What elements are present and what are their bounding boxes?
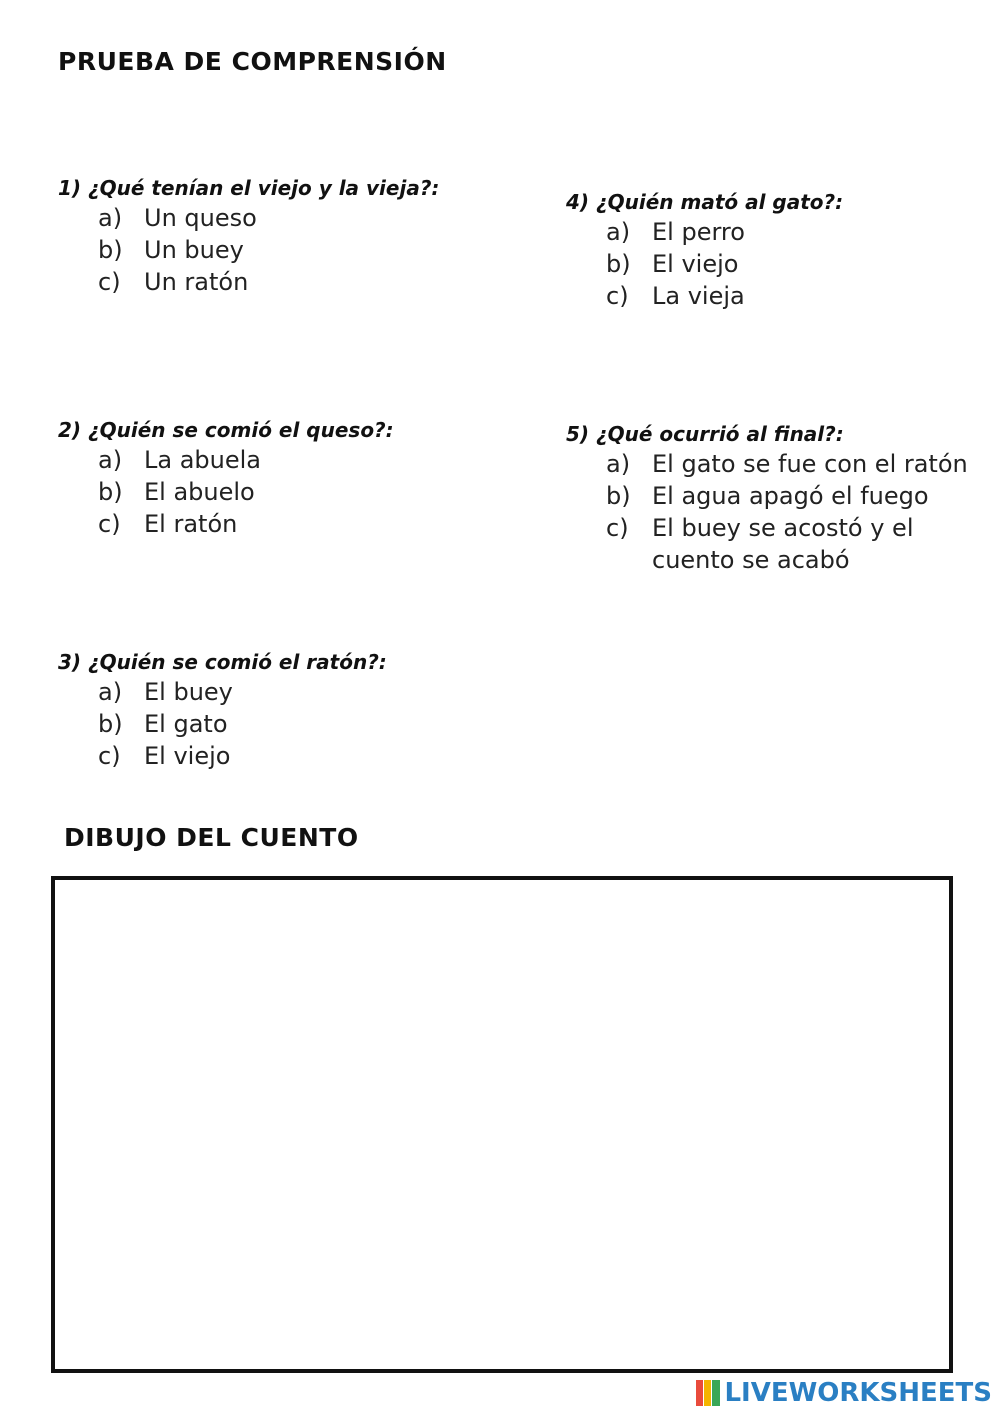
question-4 bbox=[566, 190, 843, 312]
option-text: El gato se fue con el ratón bbox=[652, 450, 968, 478]
option-letter: a) bbox=[98, 446, 123, 474]
option-letter: c) bbox=[98, 268, 121, 296]
question-text: 2) ¿Quién se comió el queso?: bbox=[58, 418, 394, 442]
answer-option[interactable] bbox=[606, 280, 843, 312]
option-letter: a) bbox=[606, 450, 631, 478]
option-text: El buey bbox=[144, 678, 233, 706]
option-text: El gato bbox=[144, 710, 228, 738]
question-1 bbox=[58, 176, 439, 298]
question-2 bbox=[58, 418, 394, 540]
option-letter: b) bbox=[98, 236, 123, 264]
question-text: 1) ¿Qué tenían el viejo y la vieja?: bbox=[58, 176, 440, 200]
drawing-section-title: DIBUJO DEL CUENTO bbox=[64, 823, 359, 852]
answer-option[interactable] bbox=[606, 512, 971, 576]
answer-option[interactable] bbox=[606, 248, 843, 280]
drawing-area[interactable] bbox=[51, 876, 953, 1373]
brand-name: LIVEWORKSHEETS bbox=[724, 1378, 992, 1408]
option-letter: a) bbox=[98, 204, 123, 232]
page-title: PRUEBA DE COMPRENSIÓN bbox=[58, 47, 447, 76]
question-text: 4) ¿Quién mató al gato?: bbox=[566, 190, 844, 214]
option-letter: a) bbox=[606, 218, 631, 246]
option-text: Un ratón bbox=[144, 268, 249, 296]
option-text: El agua apagó el fuego bbox=[652, 482, 929, 510]
liveworksheets-logo-icon bbox=[696, 1380, 720, 1406]
answer-option[interactable] bbox=[98, 476, 394, 508]
answer-option[interactable] bbox=[606, 448, 971, 480]
option-text: La abuela bbox=[144, 446, 261, 474]
answer-option[interactable] bbox=[98, 444, 394, 476]
answer-options bbox=[566, 216, 843, 312]
answer-option[interactable] bbox=[606, 480, 971, 512]
answer-options bbox=[58, 444, 394, 540]
question-3 bbox=[58, 650, 387, 772]
option-text: El perro bbox=[652, 218, 745, 246]
option-text: La vieja bbox=[652, 282, 745, 310]
answer-options bbox=[58, 676, 387, 772]
answer-option[interactable] bbox=[98, 740, 387, 772]
answer-option[interactable] bbox=[98, 266, 439, 298]
answer-option[interactable] bbox=[98, 508, 394, 540]
option-letter: c) bbox=[606, 282, 629, 310]
answer-options bbox=[58, 202, 439, 298]
answer-option[interactable] bbox=[98, 676, 387, 708]
option-text: El viejo bbox=[144, 742, 231, 770]
option-letter: b) bbox=[606, 482, 631, 510]
liveworksheets-logo bbox=[696, 1378, 992, 1408]
answer-option[interactable] bbox=[98, 202, 439, 234]
option-letter: c) bbox=[98, 742, 121, 770]
question-text: 3) ¿Quién se comió el ratón?: bbox=[58, 650, 387, 674]
answer-option[interactable] bbox=[98, 234, 439, 266]
answer-options bbox=[566, 448, 971, 576]
option-letter: c) bbox=[606, 514, 629, 542]
option-letter: b) bbox=[98, 478, 123, 506]
option-text: El buey se acostó y el cuento se acabó bbox=[652, 514, 914, 574]
option-text: El viejo bbox=[652, 250, 739, 278]
option-text: Un queso bbox=[144, 204, 257, 232]
option-letter: b) bbox=[606, 250, 631, 278]
question-5 bbox=[566, 422, 971, 576]
option-letter: c) bbox=[98, 510, 121, 538]
option-text: Un buey bbox=[144, 236, 244, 264]
answer-option[interactable] bbox=[606, 216, 843, 248]
option-text: El ratón bbox=[144, 510, 238, 538]
question-text: 5) ¿Qué ocurrió al final?: bbox=[566, 422, 844, 446]
option-letter: a) bbox=[98, 678, 123, 706]
option-text: El abuelo bbox=[144, 478, 255, 506]
answer-option[interactable] bbox=[98, 708, 387, 740]
option-letter: b) bbox=[98, 710, 123, 738]
